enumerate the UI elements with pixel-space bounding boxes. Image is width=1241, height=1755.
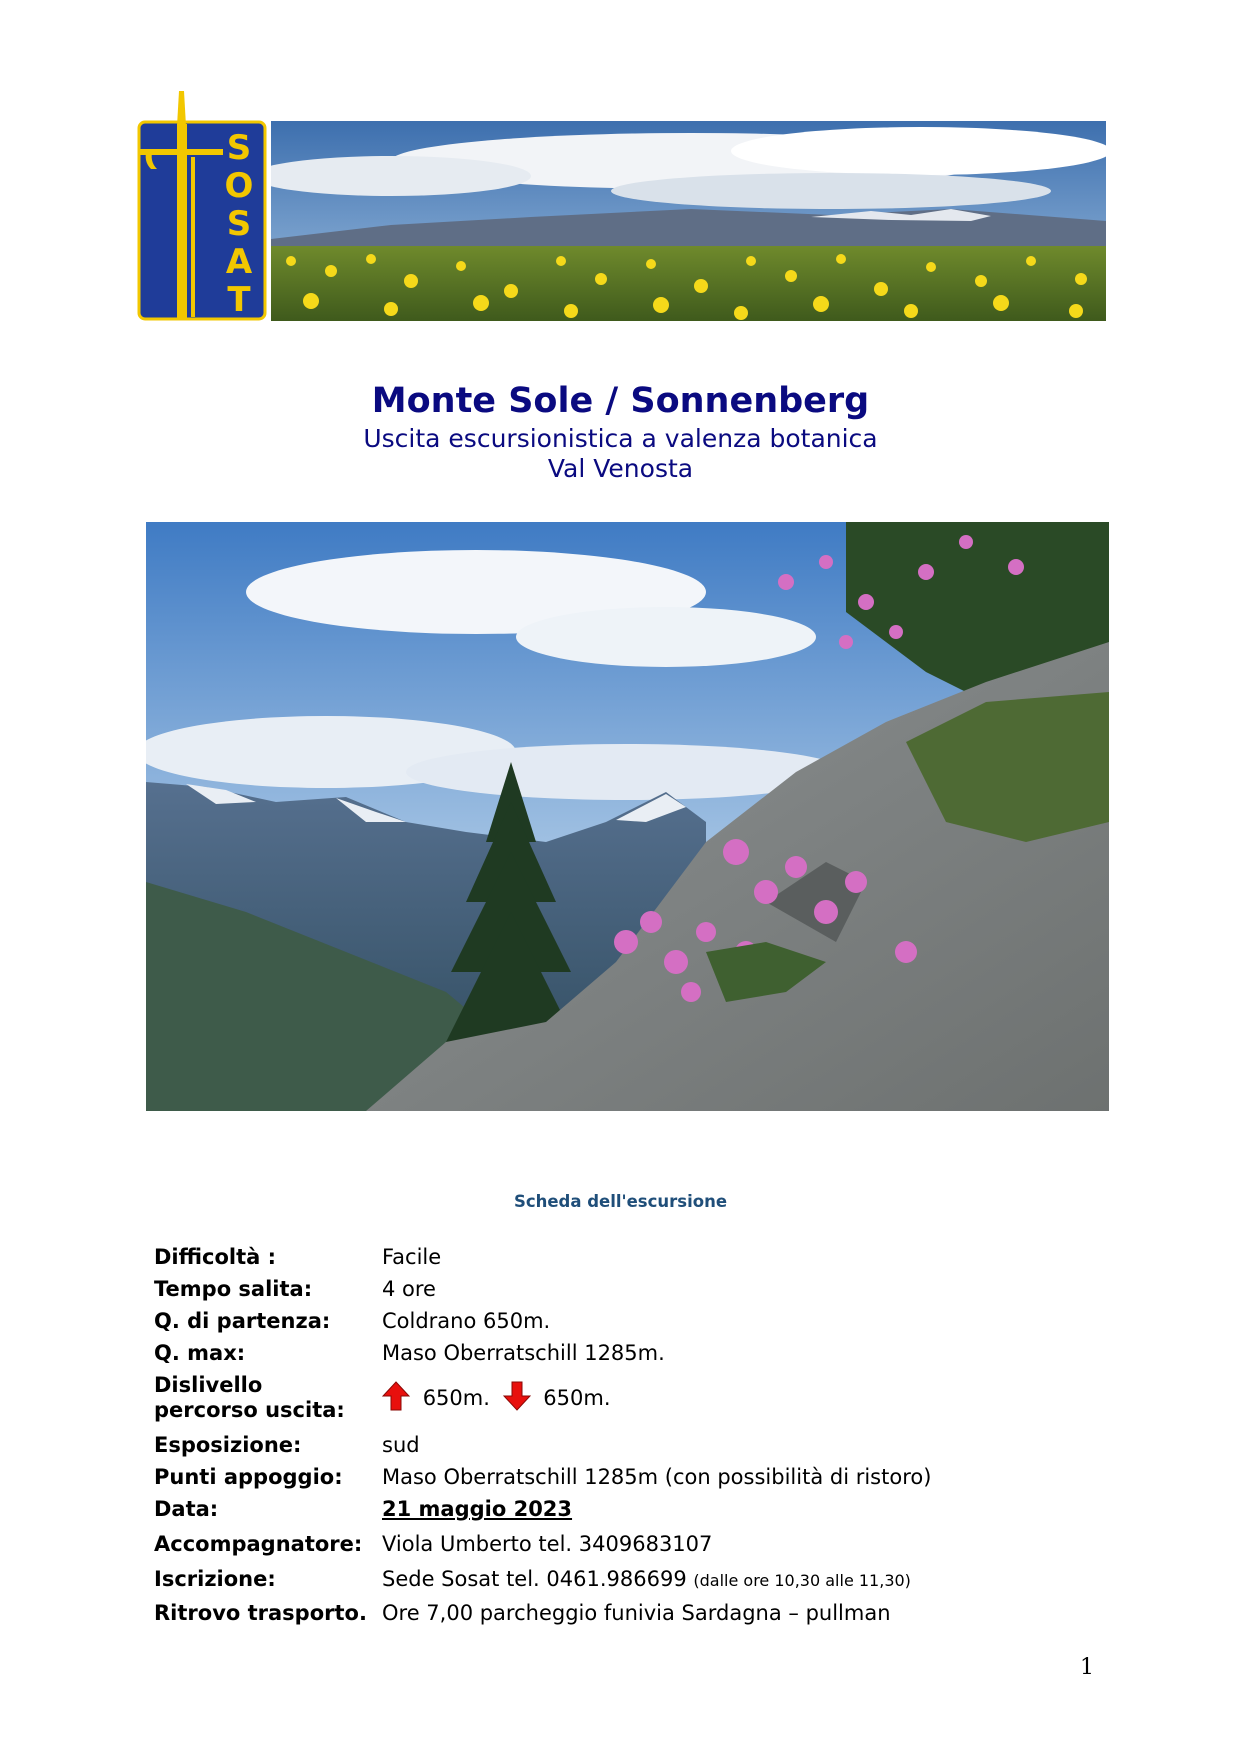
tempo-salita-value: 4 ore bbox=[382, 1277, 436, 1301]
dislivello-value bbox=[382, 1381, 611, 1418]
accompagnatore-label: Accompagnatore: bbox=[154, 1532, 363, 1556]
punti-appoggio-label: Punti appoggio: bbox=[154, 1465, 343, 1489]
red-down-arrow-icon bbox=[503, 1381, 531, 1418]
data-value: 21 maggio 2023 bbox=[382, 1497, 573, 1521]
page-title: Monte Sole / Sonnenberg bbox=[371, 381, 870, 421]
accompagnatore-value: Viola Umberto tel. 3409683107 bbox=[382, 1532, 713, 1556]
dislivello-label-line1: Dislivello bbox=[154, 1373, 263, 1397]
punti-appoggio-value: Maso Oberratschill 1285m (con possibilità di ristoro) bbox=[382, 1465, 932, 1489]
esposizione-value: sud bbox=[382, 1433, 420, 1457]
header-banner-image bbox=[271, 121, 1106, 321]
logo-letter-s1: S bbox=[226, 128, 252, 168]
data-label: Data: bbox=[154, 1497, 219, 1521]
section-heading: Scheda dell'escursione bbox=[513, 1192, 728, 1211]
iscrizione-label: Iscrizione: bbox=[154, 1567, 276, 1591]
ritrovo-value: Ore 7,00 parcheggio funivia Sardagna – pullman bbox=[382, 1601, 891, 1625]
dislivello-up-value: 650m. bbox=[422, 1386, 490, 1410]
red-up-arrow-icon bbox=[382, 1381, 410, 1418]
difficolta-label: Difficoltà : bbox=[154, 1245, 277, 1269]
tempo-salita-label: Tempo salita: bbox=[154, 1277, 313, 1301]
page-number: 1 bbox=[1080, 1655, 1094, 1680]
partenza-label: Q. di partenza: bbox=[154, 1309, 331, 1333]
difficolta-value: Facile bbox=[382, 1245, 442, 1269]
ritrovo-label: Ritrovo trasporto. bbox=[154, 1601, 367, 1625]
logo-letter-s2: S bbox=[226, 204, 252, 244]
main-photo bbox=[146, 522, 1109, 1111]
quota-max-value: Maso Oberratschill 1285m. bbox=[382, 1341, 665, 1365]
iscrizione-phone: Sede Sosat tel. 0461.986699 bbox=[382, 1567, 687, 1591]
partenza-value: Coldrano 650m. bbox=[382, 1309, 551, 1333]
logo-letter-t: T bbox=[227, 280, 251, 320]
iscrizione-value bbox=[382, 1566, 911, 1594]
logo-letter-a: A bbox=[225, 242, 253, 282]
subtitle-activity: Uscita escursionistica a valenza botanica bbox=[363, 424, 878, 453]
esposizione-label: Esposizione: bbox=[154, 1433, 302, 1457]
iscrizione-hours: (dalle ore 10,30 alle 11,30) bbox=[693, 1571, 911, 1590]
logo-letter-o: O bbox=[224, 166, 254, 206]
subtitle-location: Val Venosta bbox=[547, 454, 694, 483]
sosat-logo bbox=[137, 91, 267, 322]
dislivello-down-value: 650m. bbox=[543, 1386, 611, 1410]
dislivello-label-line2: percorso uscita: bbox=[154, 1398, 345, 1422]
quota-max-label: Q. max: bbox=[154, 1341, 246, 1365]
